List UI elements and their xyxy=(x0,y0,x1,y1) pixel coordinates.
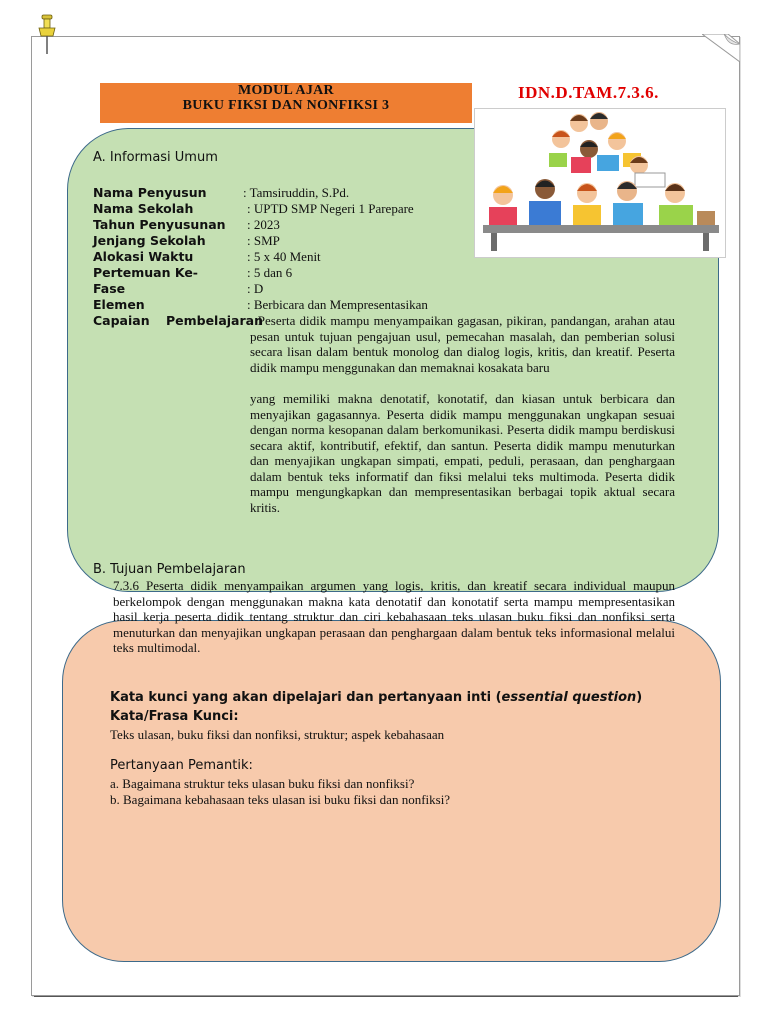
page-fold-icon xyxy=(702,34,740,62)
info-value: : Tamsiruddin, S.Pd. xyxy=(243,185,350,200)
info-value: : 2023 xyxy=(247,217,280,232)
questions-heading: Pertanyaan Pemantik: xyxy=(110,758,253,773)
page-bottom-border xyxy=(34,996,738,997)
keywords-heading-suffix: ) xyxy=(636,690,643,705)
info-label: Nama Penyusun xyxy=(93,185,207,200)
info-label: Nama Sekolah xyxy=(93,201,194,216)
capaian-text-2: yang memiliki makna denotatif, konotatif, dan kiasan untuk berbicara dan menyajikan gagasannya. Peserta didik mampu menggunakan ungkapan sesuai dengan norma kesopanan dalam berkomunikasi. Peserta didik mampu berdiskusi secara aktif, kontributif, efektif, dan santun. Peserta didik mampu menuturkan dan menyajikan ungkapan simpati, empati, peduli, perasaan, dan penghargaan dalam bentuk teks informatif dan fiksi melalui teks multimoda. Peserta didik mampu mengungkapkan dan mempresentasikan berbagai topik aktual secara kritis. xyxy=(250,391,675,515)
info-label: Alokasi Waktu xyxy=(93,249,194,264)
section-b-heading: B. Tujuan Pembelajaran xyxy=(93,562,246,577)
keywords-heading-prefix: Kata kunci yang akan dipelajari dan pertanyaan inti ( xyxy=(110,690,502,705)
keywords-subheading: Kata/Frasa Kunci: xyxy=(110,709,239,724)
info-value: : SMP xyxy=(247,233,280,248)
info-value: : D xyxy=(247,281,264,296)
info-value: : 5 x 40 Menit xyxy=(247,249,321,264)
section-a-heading: A. Informasi Umum xyxy=(93,150,218,165)
tujuan-text: 7.3.6 Peserta didik menyampaikan argumen yang logis, kritis, dan kreatif secara individual maupun berkelompok dengan menggunakan makna kata denotatif dan konotatif serta mampu mempresentasikan hasil kerja peserta didik tentang struktur dan ciri kebahasaan teks ulasan buku fiksi dan nonfiksi serta menuturkan dan menyajikan ungkapan perasaan dan penghargaan dalam bentuk teks informasional melalui teks multimodal. xyxy=(113,578,675,656)
module-title-line1: MODUL AJAR xyxy=(238,83,334,98)
module-title-line2: BUKU FIKSI DAN NONFIKSI 3 xyxy=(182,98,390,113)
info-label: Jenjang Sekolah xyxy=(93,233,206,248)
keywords-text: Teks ulasan, buku fiksi dan nonfiksi, struktur; aspek kebahasaan xyxy=(110,727,445,742)
module-code: IDN.D.TAM.7.3.6. xyxy=(518,83,659,102)
info-label: Pertemuan Ke- xyxy=(93,265,198,280)
children-reading-illustration xyxy=(474,108,726,258)
capaian-text-1: : Peserta didik mampu menyampaikan gagasan, pikiran, pandangan, arahan atau pesan untuk tujuan pengajuan usul, pemecahan masalah, dan pemberian solusi secara lisan dalam bentuk monolog dan dialog logis, kritis, dan kreatif. Peserta didik mampu menggunakan dan memaknai kosakata baru xyxy=(250,313,675,375)
info-label: Elemen xyxy=(93,297,145,312)
module-title-banner xyxy=(100,83,472,123)
capaian-label: Capaian Pembelajaran xyxy=(93,313,263,328)
info-value: : UPTD SMP Negeri 1 Parepare xyxy=(247,201,414,216)
keywords-heading xyxy=(110,690,642,705)
question-item: a. Bagaimana struktur teks ulasan buku fiksi dan nonfiksi? xyxy=(110,776,415,791)
info-label: Tahun Penyusunan xyxy=(93,217,226,232)
info-value: : Berbicara dan Mempresentasikan xyxy=(247,297,428,312)
info-value: : 5 dan 6 xyxy=(247,265,293,280)
keywords-heading-italic: essential question xyxy=(501,690,637,705)
question-item: b. Bagaimana kebahasaan teks ulasan isi buku fiksi dan nonfiksi? xyxy=(110,792,451,807)
pushpin-icon xyxy=(36,14,58,60)
info-label: Fase xyxy=(93,281,126,296)
